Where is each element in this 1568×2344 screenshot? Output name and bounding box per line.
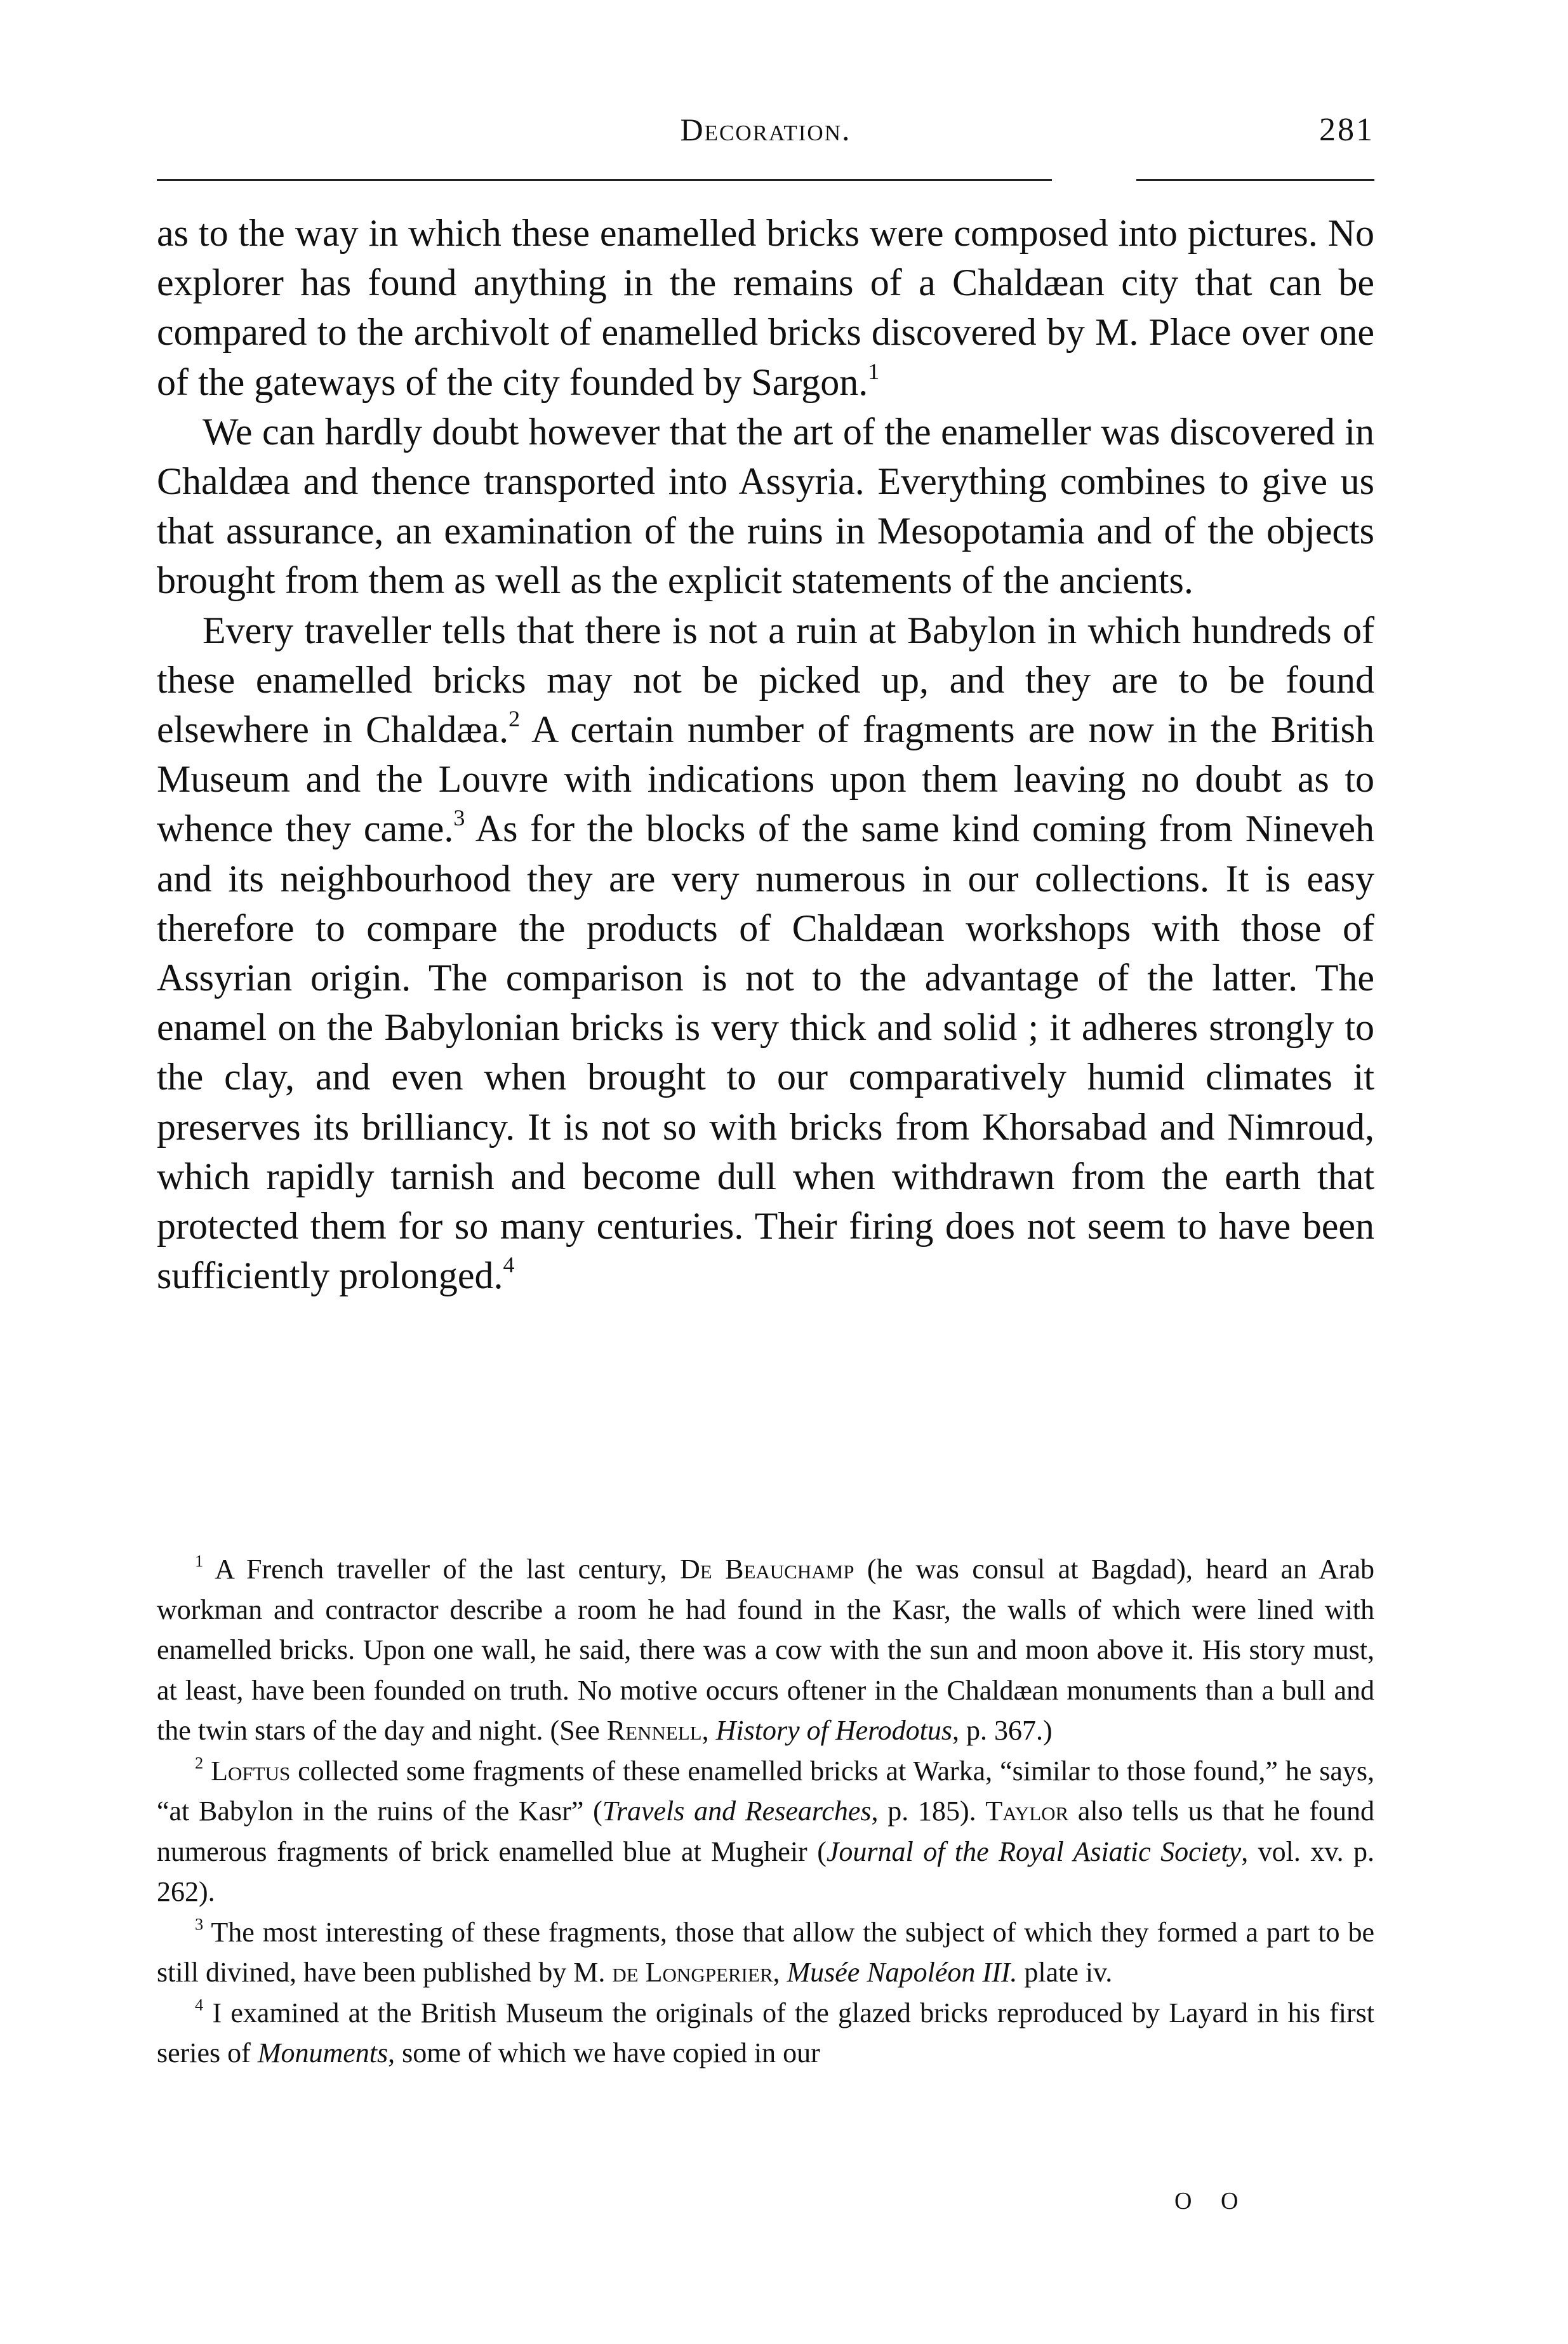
small-caps-name: de Longperier: [612, 1957, 773, 1988]
text-run: As for the blocks of the same kind coming from Nineveh and its neighbourhood they are very numerous in our collections. It is easy therefore to compare the products of Chaldæan workshops with those of Assyrian origin. The comparison is not to the advantage of the latter. The enamel on the Babylonian bricks is very thick and solid ; it adheres strongly to the clay, and even when brought to our comparatively humid climates it preserves its brilliancy. It is not so with bricks from Khorsabad and Nimroud, which rapidly tarnish and become dull when withdrawn from the earth that protected them for so many centuries. Their firing does not seem to have been sufficiently prolonged.: [157, 808, 1374, 1297]
italic-title: Monuments: [257, 2037, 389, 2068]
text-run: A French traveller of the last century,: [215, 1554, 680, 1585]
small-caps-name: Rennell: [606, 1715, 702, 1746]
text-run: , p. 185).: [871, 1795, 986, 1827]
italic-title: Travels and Researches: [602, 1795, 872, 1827]
footnote: [157, 1549, 1374, 1751]
small-caps-name: Taylor: [985, 1795, 1069, 1827]
running-header: [157, 111, 1374, 156]
text-run: Every traveller tells that there is not a ruin at Babylon in which hundreds of these enamelled bricks may not be picked up, and they are to be found elsewhere in Chaldæa.: [157, 609, 1374, 751]
footnote-ref: 3: [453, 805, 465, 831]
text-run: , p. 367.): [952, 1715, 1053, 1746]
running-title: Decoration.: [680, 112, 851, 147]
italic-title: History of Herodotus: [715, 1715, 952, 1746]
footnote-ref: 4: [503, 1252, 515, 1278]
text-run: plate iv.: [1017, 1957, 1113, 1988]
text-run: I examined at the British Museum the originals of the glazed bricks reproduced by Layard in his first series of: [157, 1997, 1375, 2068]
text-run: The most interesting of these fragments, those that allow the subject of which they formed a part to be still divined, have been published by M.: [157, 1916, 1374, 1988]
small-caps-name: Loftus: [211, 1755, 291, 1787]
footnote: [157, 1993, 1374, 2074]
footnote-number: 4: [195, 1995, 204, 2014]
text-run: , some of which we have copied in our: [388, 2037, 820, 2068]
text-run: ,: [701, 1715, 716, 1746]
footnote-number: 1: [195, 1551, 204, 1571]
footnote-number: 2: [195, 1753, 204, 1773]
footnote: [157, 1751, 1374, 1912]
page-number: 281: [1319, 112, 1374, 148]
text-run: ,: [773, 1957, 787, 1988]
text-run: A certain number of fragments are now in the British Museum and the Louvre with indications upon them leaving no doubt as to whence they came.: [157, 709, 1374, 850]
signature-mark: O O: [1174, 2188, 1250, 2214]
footnote-ref: 2: [508, 705, 521, 731]
body-text: [157, 208, 1374, 1300]
italic-title: Journal of the Royal Asiatic Society: [826, 1835, 1242, 1867]
footnotes: [157, 1549, 1374, 2074]
text-run: as to the way in which these enamelled bricks were composed into pictures. No explorer has found anything in the remains of a Chaldæan city that can be compared to the archivolt of enamelled bricks discovered by M. Place over one of the gateways of the city founded by Sargon.: [157, 212, 1374, 403]
text-run: We can hardly doubt however that the art of the enameller was discovered in Chaldæa and thence transported into Assyria. Everything combines to give us that assurance, an examination of the ruins in Mesopotamia and of the objects brought from them as well as the explicit statements of the ancients.: [157, 410, 1374, 602]
footnote-number: 3: [195, 1914, 204, 1934]
italic-title: Musée Napoléon III.: [787, 1957, 1018, 1988]
small-caps-name: De Beauchamp: [679, 1554, 854, 1585]
header-rule-right: [1136, 179, 1374, 181]
text-run: (he was consul at Bagdad), heard an Arab workman and contractor describe a room he had found in the Kasr, the walls of which were lined with enamelled bricks. Upon one wall, he said, there was a cow with the sun and moon above it. His story must, at least, have been founded on truth. No motive occurs oftener in the Chaldæan monuments than a bull and the twin stars of the day and night. (See: [157, 1554, 1374, 1746]
text-run: , vol. xv. p. 262).: [157, 1835, 1374, 1907]
footnote-ref: 1: [868, 358, 880, 384]
text-run: also tells us that he found numerous fragments of brick enamelled blue at Mugheir (: [157, 1795, 1374, 1867]
paragraph: [157, 606, 1374, 1301]
header-rule-left: [157, 179, 1052, 181]
footnote: [157, 1912, 1374, 1993]
text-run: collected some fragments of these enamelled bricks at Warka, “similar to those found,” he says, “at Babylon in the ruins of the Kasr” (: [157, 1755, 1374, 1827]
paragraph: [157, 407, 1374, 606]
paragraph: [157, 208, 1374, 407]
